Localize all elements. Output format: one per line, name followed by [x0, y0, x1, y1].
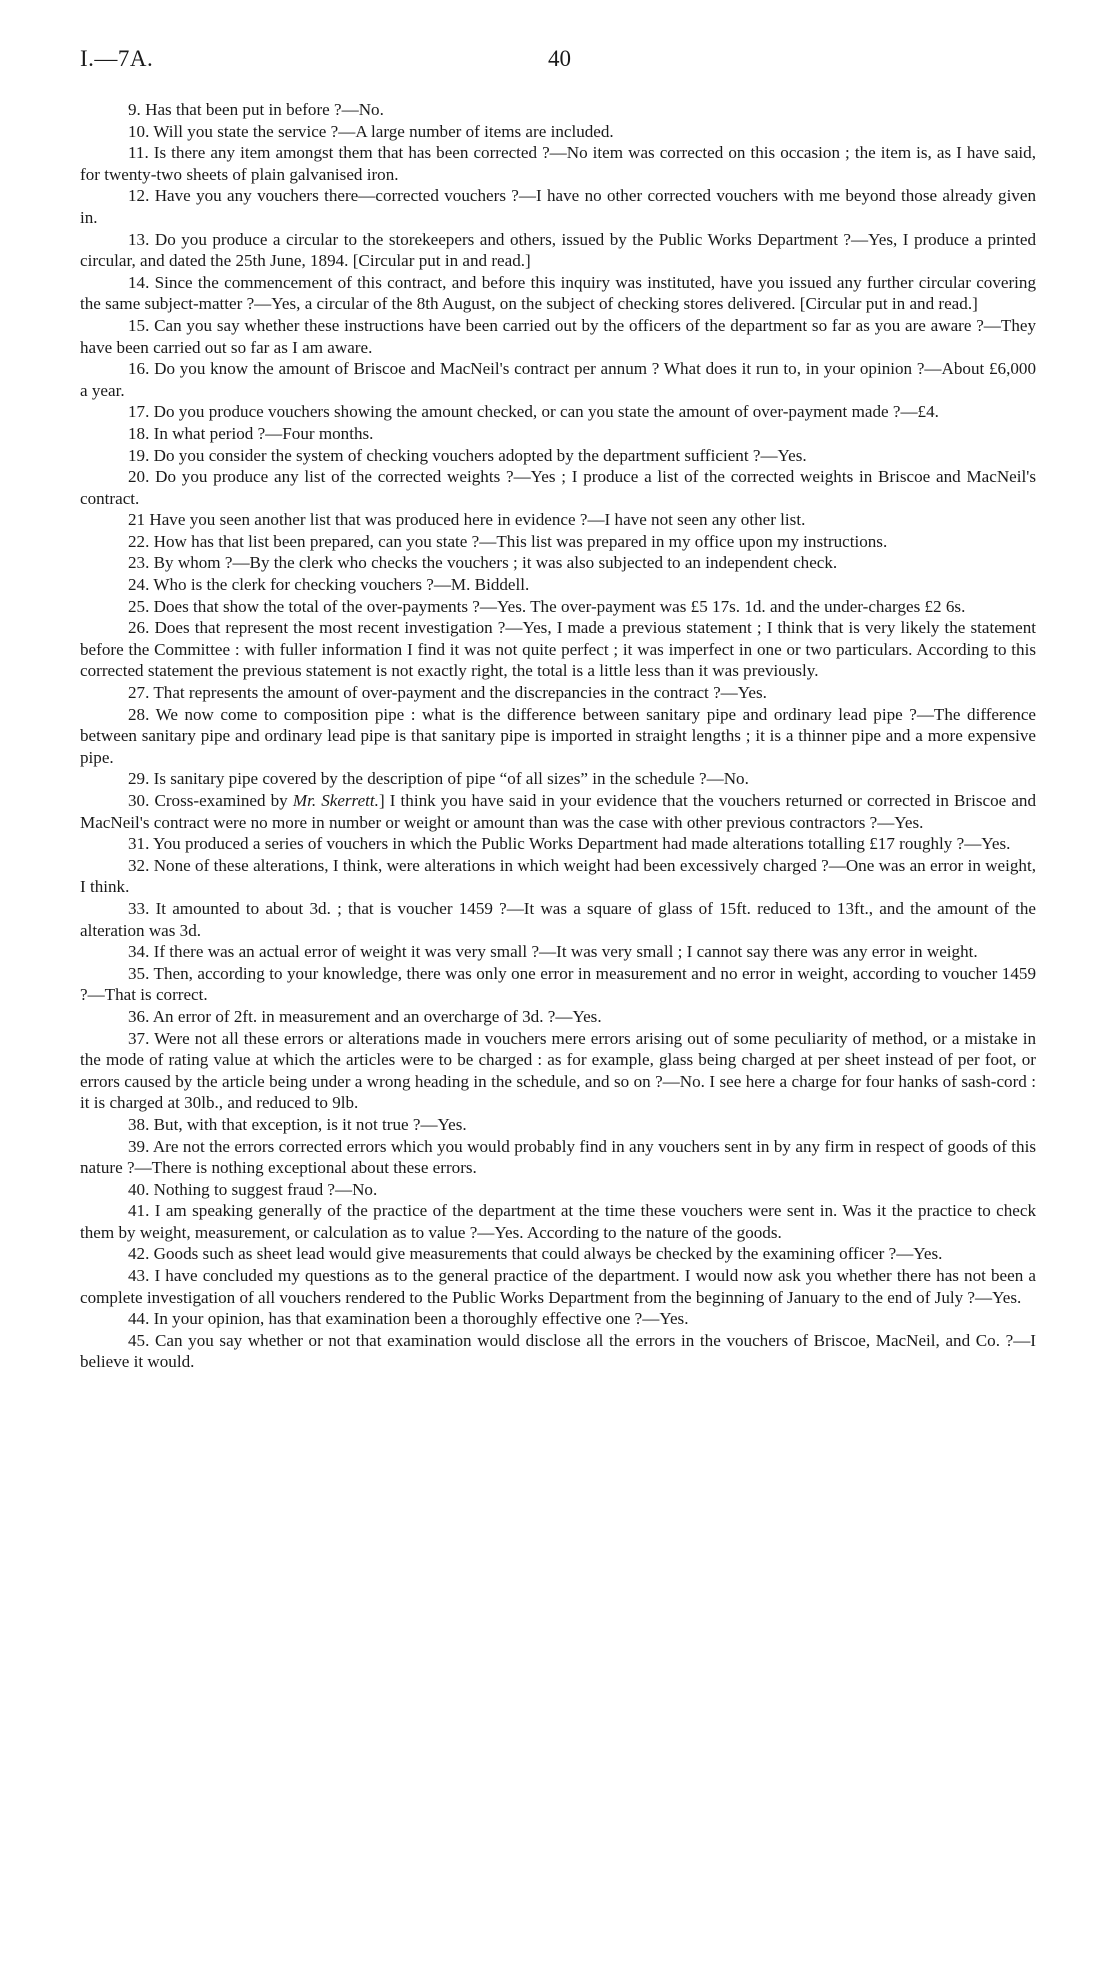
question-paragraph	[80, 790, 1036, 833]
question-paragraph: 26. Does that represent the most recent investigation ?—Yes, I made a previous statement ; I think that is very likely the statement before the Committee : with fuller information I find it was not quite perfect ; it was imperfect in one or two particulars. According to this corrected statement the previous statement is not exactly right, the total is a little less than it was previously.	[80, 618, 1036, 681]
question-paragraph: 20. Do you produce any list of the corrected weights ?—Yes ; I produce a list of the corrected weights in Briscoe and MacNeil's contract.	[80, 467, 1036, 508]
question-paragraph: 16. Do you know the amount of Briscoe and MacNeil's contract per annum ? What does it run to, in your opinion ?—About £6,000 a year.	[80, 359, 1036, 400]
question-paragraph: 34. If there was an actual error of weight it was very small ?—It was very small ; I cannot say there was any error in weight.	[128, 942, 978, 962]
question-paragraph: 32. None of these alterations, I think, were alterations in which weight had been excessively charged ?—One was an error in weight, I think.	[80, 855, 1036, 897]
question-paragraph: 39. Are not the errors corrected errors which you would probably find in any vouchers sent in by any firm in respect of goods of this nature ?—There is nothing exceptional about these errors.	[80, 1136, 1036, 1178]
evidence-text	[80, 99, 1036, 1373]
question-paragraph: 36. An error of 2ft. in measurement and an overcharge of 3d. ?—Yes.	[128, 1006, 602, 1026]
question-paragraph: 45. Can you say whether or not that examination would disclose all the errors in the vouchers of Briscoe, MacNeil, and Co. ?—I believe it would.	[80, 1330, 1036, 1372]
question-paragraph: 19. Do you consider the system of checking vouchers adopted by the department sufficient ?—Yes.	[128, 445, 807, 465]
question-paragraph: 33. It amounted to about 3d. ; that is voucher 1459 ?—It was a square of glass of 15ft. reduced to 13ft., and the amount of the alteration was 3d.	[80, 898, 1036, 940]
question-paragraph: 41. I am speaking generally of the practice of the department at the time these vouchers were sent in. Was it the practice to check them by weight, measurement, or calculation as to value ?—Yes. According to the nature of the goods.	[80, 1201, 1036, 1242]
question-paragraph: 12. Have you any vouchers there—corrected vouchers ?—I have no other corrected vouchers with me beyond those already given in.	[80, 186, 1036, 227]
question-paragraph: 38. But, with that exception, is it not true ?—Yes.	[128, 1114, 467, 1134]
question-paragraph: 24. Who is the clerk for checking vouchers ?—M. Biddell.	[128, 575, 530, 595]
question-paragraph: 44. In your opinion, has that examination been a thoroughly effective one ?—Yes.	[128, 1309, 689, 1329]
question-paragraph: 14. Since the commencement of this contract, and before this inquiry was instituted, have you issued any further circular covering the same subject-matter ?—Yes, a circular of the 8th August, on the subject of checking stores delivered. [Circular put in and read.]	[80, 272, 1036, 314]
question-paragraph: 21 Have you seen another list that was produced here in evidence ?—I have not seen any other list.	[128, 510, 806, 530]
question-paragraph: 27. That represents the amount of over-payment and the discrepancies in the contract ?—Yes.	[128, 683, 767, 703]
question-paragraph: 15. Can you say whether these instructions have been carried out by the officers of the department so far as you are aware ?—They have been carried out so far as I am aware.	[80, 315, 1036, 357]
question-paragraph: 35. Then, according to your knowledge, there was only one error in measurement and no error in weight, according to voucher 1459 ?—That is correct.	[80, 963, 1036, 1005]
speaker-name: Mr. Skerrett.	[292, 791, 379, 810]
question-paragraph: 40. Nothing to suggest fraud ?—No.	[128, 1179, 378, 1199]
document-reference: I.—7A.	[80, 46, 154, 71]
question-paragraph: 9. Has that been put in before ?—No.	[128, 100, 384, 119]
question-paragraph: 11. Is there any item amongst them that has been corrected ?—No item was corrected on this occasion ; the item is, as I have said, for twenty-two sheets of plain galvanised iron.	[80, 143, 1036, 184]
question-paragraph: 18. In what period ?—Four months.	[128, 423, 374, 443]
question-paragraph: 42. Goods such as sheet lead would give measurements that could always be checked by the examining officer ?—Yes.	[128, 1244, 943, 1264]
question-paragraph: 29. Is sanitary pipe covered by the description of pipe “of all sizes” in the schedule ?—No.	[128, 769, 749, 789]
question-paragraph: 25. Does that show the total of the over-payments ?—Yes. The over-payment was £5 17s. 1d. and the under-charges £2 6s.	[128, 596, 966, 616]
page-number: 40	[548, 46, 571, 71]
question-paragraph: 43. I have concluded my questions as to the general practice of the department. I would now ask you whether there has not been a complete investigation of all vouchers rendered to the Public Works Department from the beginning of January to the end of July ?—Yes.	[80, 1266, 1036, 1307]
question-paragraph: 28. We now come to composition pipe : what is the difference between sanitary pipe and ordinary lead pipe ?—The difference between sanitary pipe and ordinary lead pipe is that sanitary pipe is imported in straight lengths ; it is a thinner pipe and a more expensive pipe.	[80, 704, 1036, 767]
paragraph-text: ] I think you have said in your evidence that the vouchers returned or corrected in Briscoe and MacNeil's contract were no more in number or weight or amount than was the case with other previous contractors ?—Yes.	[80, 791, 1037, 832]
question-paragraph: 10. Will you state the service ?—A large number of items are included.	[128, 121, 614, 141]
question-paragraph: 13. Do you produce a circular to the storekeepers and others, issued by the Public Works Department ?—Yes, I produce a printed circular, and dated the 25th June, 1894. [Circular put in and read.]	[80, 229, 1036, 271]
paragraph-text: 30. Cross-examined by	[128, 791, 293, 810]
question-paragraph: 23. By whom ?—By the clerk who checks the vouchers ; it was also subjected to an independent check.	[128, 553, 838, 573]
page-header	[0, 46, 1114, 86]
question-paragraph: 31. You produced a series of vouchers in which the Public Works Department had made alterations totalling £17 roughly ?—Yes.	[128, 834, 1011, 854]
question-paragraph: 22. How has that list been prepared, can you state ?—This list was prepared in my office upon my instructions.	[128, 531, 888, 551]
question-paragraph: 17. Do you produce vouchers showing the amount checked, or can you state the amount of over-payment made ?—£4.	[128, 402, 939, 422]
question-paragraph: 37. Were not all these errors or alterations made in vouchers mere errors arising out of some peculiarity of method, or a mistake in the mode of rating value at which the articles were to be charged : as for example, glass being charged at per sheet instead of per foot, or errors caused by the article being under a wrong heading in the schedule, and so on ?—No. I see here a charge for four hanks of sash-cord : it is charged at 30lb., and reduced to 9lb.	[80, 1028, 1036, 1113]
